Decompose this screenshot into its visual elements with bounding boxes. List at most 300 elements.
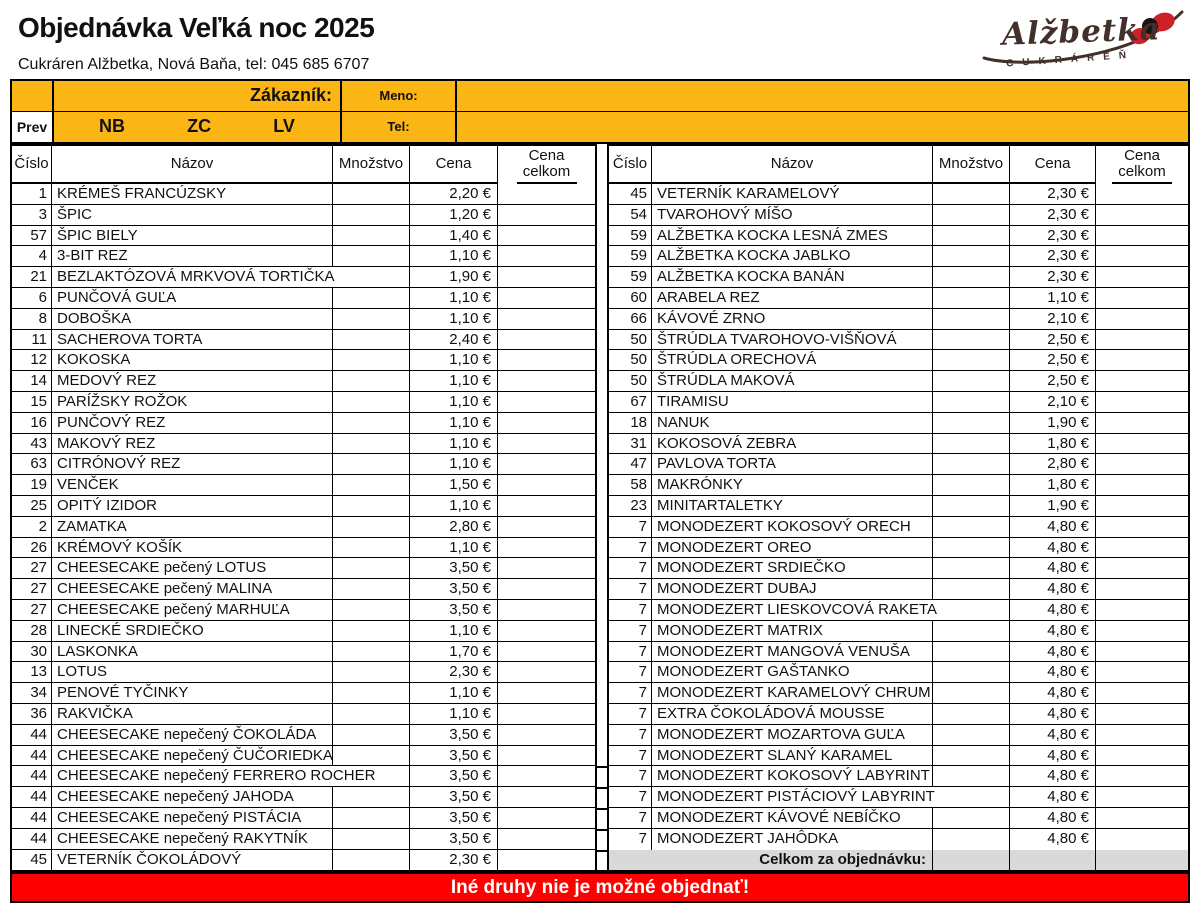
quantity-cell[interactable] [933, 350, 1010, 371]
product-name: ARABELA REZ [652, 288, 933, 309]
col-header-number: Číslo [609, 146, 652, 184]
row-total-cell[interactable] [1096, 371, 1188, 392]
quantity-cell[interactable] [333, 642, 410, 663]
table-row [12, 558, 595, 579]
product-number: 15 [12, 392, 52, 413]
product-name: MONODEZERT KÁVOVÉ NEBÍČKO [652, 808, 933, 829]
price-cell: 1,90 € [410, 267, 498, 288]
product-name: MONODEZERT MOZARTOVA GUĽA [652, 725, 933, 746]
table-gap [597, 144, 607, 872]
quantity-cell[interactable] [933, 538, 1010, 559]
price-cell: 1,10 € [410, 413, 498, 434]
table-row [12, 829, 595, 850]
row-total-cell[interactable] [498, 850, 595, 871]
product-number: 27 [12, 600, 52, 621]
row-total-cell[interactable] [1096, 683, 1188, 704]
row-total-cell[interactable] [498, 558, 595, 579]
table-row [12, 746, 595, 767]
row-total-cell[interactable] [498, 205, 595, 226]
price-cell: 4,80 € [1010, 683, 1096, 704]
quantity-cell[interactable] [933, 787, 1010, 808]
table-row [609, 246, 1188, 267]
quantity-cell[interactable] [333, 413, 410, 434]
row-total-cell[interactable] [498, 787, 595, 808]
product-number: 7 [609, 600, 652, 621]
row-total-cell[interactable] [1096, 413, 1188, 434]
customer-label: Zákazník: [54, 81, 342, 112]
product-name: LASKONKA [52, 642, 333, 663]
row-total-cell[interactable] [1096, 808, 1188, 829]
gap-divider-line [597, 808, 607, 810]
row-total-cell[interactable] [498, 725, 595, 746]
table-row [12, 766, 595, 787]
quantity-cell[interactable] [933, 746, 1010, 767]
row-total-cell[interactable] [498, 475, 595, 496]
row-total-cell[interactable] [1096, 392, 1188, 413]
quantity-cell[interactable] [933, 205, 1010, 226]
product-name: ZAMATKA [52, 517, 333, 538]
product-name: MONODEZERT MANGOVÁ VENUŠA [652, 642, 933, 663]
row-total-cell[interactable] [1096, 205, 1188, 226]
product-number: 43 [12, 434, 52, 455]
row-total-cell[interactable] [498, 683, 595, 704]
product-name: CHEESECAKE pečený LOTUS [52, 558, 333, 579]
table-row [12, 787, 595, 808]
row-total-cell[interactable] [1096, 226, 1188, 247]
product-number: 7 [609, 621, 652, 642]
product-name: MONODEZERT SRDIEČKO [652, 558, 933, 579]
row-total-cell[interactable] [498, 226, 595, 247]
price-cell: 2,40 € [410, 330, 498, 351]
table-row [12, 579, 595, 600]
product-name: CITRÓNOVÝ REZ [52, 454, 333, 475]
row-total-cell[interactable] [498, 309, 595, 330]
product-name: PARÍŽSKY ROŽOK [52, 392, 333, 413]
row-total-cell[interactable] [498, 246, 595, 267]
quantity-cell[interactable] [933, 517, 1010, 538]
quantity-cell[interactable] [933, 725, 1010, 746]
price-cell: 2,30 € [1010, 205, 1096, 226]
row-total-cell[interactable] [1096, 538, 1188, 559]
product-number: 28 [12, 621, 52, 642]
price-cell: 1,10 € [410, 392, 498, 413]
row-total-cell[interactable] [498, 184, 595, 205]
quantity-cell[interactable] [333, 267, 410, 288]
quantity-cell[interactable] [333, 392, 410, 413]
row-total-cell[interactable] [498, 496, 595, 517]
row-total-cell[interactable] [498, 600, 595, 621]
product-name: CHEESECAKE nepečený ČOKOLÁDA [52, 725, 333, 746]
product-number: 18 [609, 413, 652, 434]
product-number: 7 [609, 766, 652, 787]
table-row [12, 371, 595, 392]
row-total-cell[interactable] [498, 517, 595, 538]
price-cell: 3,50 € [410, 600, 498, 621]
quantity-cell[interactable] [933, 683, 1010, 704]
product-name: EXTRA ČOKOLÁDOVÁ MOUSSE [652, 704, 933, 725]
price-cell: 1,10 € [410, 704, 498, 725]
table-row [12, 330, 595, 351]
row-total-cell[interactable] [498, 371, 595, 392]
product-name: OPITÝ IZIDOR [52, 496, 333, 517]
table-row [609, 350, 1188, 371]
product-name: MONODEZERT LIESKOVCOVÁ RAKETA [652, 600, 933, 621]
product-number: 7 [609, 725, 652, 746]
quantity-cell[interactable] [933, 246, 1010, 267]
price-cell: 1,10 € [410, 371, 498, 392]
product-name: ŠPIC BIELY [52, 226, 333, 247]
price-cell: 1,80 € [1010, 475, 1096, 496]
product-number: 57 [12, 226, 52, 247]
product-number: 7 [609, 787, 652, 808]
price-cell: 3,50 € [410, 579, 498, 600]
row-total-cell[interactable] [1096, 350, 1188, 371]
row-total-cell[interactable] [498, 392, 595, 413]
row-total-cell[interactable] [498, 642, 595, 663]
quantity-cell[interactable] [333, 350, 410, 371]
price-cell: 4,80 € [1010, 558, 1096, 579]
product-name: MONODEZERT OREO [652, 538, 933, 559]
product-number: 12 [12, 350, 52, 371]
quantity-cell[interactable] [333, 579, 410, 600]
row-total-cell[interactable] [1096, 517, 1188, 538]
row-total-cell[interactable] [498, 288, 595, 309]
product-number: 7 [609, 662, 652, 683]
product-number: 21 [12, 267, 52, 288]
table-row [12, 517, 595, 538]
quantity-cell[interactable] [933, 600, 1010, 621]
table-row [12, 413, 595, 434]
product-number: 44 [12, 808, 52, 829]
quantity-cell[interactable] [333, 309, 410, 330]
row-total-cell[interactable] [1096, 475, 1188, 496]
quantity-cell[interactable] [333, 288, 410, 309]
quantity-cell[interactable] [933, 267, 1010, 288]
product-number: 13 [12, 662, 52, 683]
table-row [609, 829, 1188, 850]
row-total-cell[interactable] [1096, 267, 1188, 288]
brand-logo [980, 2, 1185, 74]
gap-divider-line [597, 829, 607, 831]
quantity-cell[interactable] [933, 434, 1010, 455]
product-number: 1 [12, 184, 52, 205]
row-total-cell[interactable] [1096, 725, 1188, 746]
quantity-cell[interactable] [933, 371, 1010, 392]
quantity-cell[interactable] [333, 829, 410, 850]
table-row [12, 621, 595, 642]
quantity-cell[interactable] [933, 413, 1010, 434]
price-cell: 2,30 € [1010, 246, 1096, 267]
table-row [12, 226, 595, 247]
table-row [12, 475, 595, 496]
price-cell: 4,80 € [1010, 600, 1096, 621]
table-row [609, 683, 1188, 704]
order-total-label: Celkom za objednávku: [609, 850, 933, 871]
product-number: 16 [12, 413, 52, 434]
phone-label: Tel: [342, 112, 457, 143]
quantity-cell[interactable] [333, 808, 410, 829]
product-name: KÁVOVÉ ZRNO [652, 309, 933, 330]
row-total-cell[interactable] [498, 454, 595, 475]
quantity-cell[interactable] [333, 496, 410, 517]
product-name: CHEESECAKE pečený MARHUĽA [52, 600, 333, 621]
row-total-cell[interactable] [1096, 288, 1188, 309]
row-total-cell[interactable] [498, 434, 595, 455]
price-cell: 4,80 € [1010, 725, 1096, 746]
table-row [12, 642, 595, 663]
quantity-cell[interactable] [333, 725, 410, 746]
quantity-cell[interactable] [333, 787, 410, 808]
table-row [12, 267, 595, 288]
table-row [609, 766, 1188, 787]
table-row [609, 517, 1188, 538]
row-total-cell[interactable] [498, 267, 595, 288]
order-total-sum-cell[interactable] [1096, 850, 1188, 871]
price-cell: 4,80 € [1010, 621, 1096, 642]
row-total-cell[interactable] [498, 579, 595, 600]
product-number: 54 [609, 205, 652, 226]
quantity-cell[interactable] [333, 226, 410, 247]
quantity-cell[interactable] [933, 829, 1010, 850]
product-name: VETERNÍK ČOKOLÁDOVÝ [52, 850, 333, 871]
customer-banner [10, 79, 1190, 144]
table-row [609, 725, 1188, 746]
quantity-cell[interactable] [333, 517, 410, 538]
price-cell: 3,50 € [410, 746, 498, 767]
row-total-cell[interactable] [1096, 829, 1188, 850]
quantity-cell[interactable] [933, 642, 1010, 663]
product-name: CHEESECAKE pečený MALINA [52, 579, 333, 600]
product-number: 59 [609, 246, 652, 267]
quantity-cell[interactable] [933, 621, 1010, 642]
product-name: CHEESECAKE nepečený PISTÁCIA [52, 808, 333, 829]
quantity-cell[interactable] [933, 579, 1010, 600]
product-number: 7 [609, 704, 652, 725]
quantity-cell[interactable] [933, 704, 1010, 725]
quantity-cell[interactable] [333, 184, 410, 205]
row-total-cell[interactable] [1096, 309, 1188, 330]
row-total-cell[interactable] [1096, 579, 1188, 600]
price-cell: 1,10 € [410, 538, 498, 559]
price-cell: 4,80 € [1010, 829, 1096, 850]
price-cell: 4,80 € [1010, 538, 1096, 559]
table-row [609, 434, 1188, 455]
row-total-cell[interactable] [1096, 454, 1188, 475]
price-cell: 1,80 € [1010, 434, 1096, 455]
quantity-cell[interactable] [933, 662, 1010, 683]
row-total-cell[interactable] [498, 350, 595, 371]
quantity-cell[interactable] [333, 704, 410, 725]
row-total-cell[interactable] [498, 766, 595, 787]
product-name: KOKOSOVÁ ZEBRA [652, 434, 933, 455]
row-total-cell[interactable] [1096, 642, 1188, 663]
row-total-cell[interactable] [1096, 496, 1188, 517]
quantity-cell[interactable] [933, 766, 1010, 787]
table-row [609, 205, 1188, 226]
price-cell: 1,10 € [410, 434, 498, 455]
product-name: PENOVÉ TYČINKY [52, 683, 333, 704]
quantity-cell[interactable] [933, 475, 1010, 496]
quantity-cell[interactable] [933, 309, 1010, 330]
col-header-quantity: Množstvo [933, 146, 1010, 184]
quantity-cell[interactable] [333, 558, 410, 579]
row-total-cell[interactable] [498, 413, 595, 434]
col-header-name: Názov [52, 146, 333, 184]
product-name: TVAROHOVÝ MÍŠO [652, 205, 933, 226]
table-row [609, 600, 1188, 621]
price-cell: 2,30 € [1010, 226, 1096, 247]
price-cell: 2,80 € [410, 517, 498, 538]
row-total-cell[interactable] [498, 704, 595, 725]
quantity-cell[interactable] [333, 683, 410, 704]
table-row [12, 808, 595, 829]
product-name: SACHEROVA TORTA [52, 330, 333, 351]
quantity-cell[interactable] [333, 662, 410, 683]
product-number: 19 [12, 475, 52, 496]
product-number: 45 [609, 184, 652, 205]
quantity-cell[interactable] [933, 496, 1010, 517]
quantity-cell[interactable] [333, 850, 410, 871]
quantity-cell[interactable] [933, 184, 1010, 205]
table-row [12, 662, 595, 683]
product-name: ŠTRÚDLA ORECHOVÁ [652, 350, 933, 371]
product-number: 7 [609, 683, 652, 704]
product-name: KRÉMEŠ FRANCÚZSKY [52, 184, 333, 205]
gap-divider-line [597, 766, 607, 768]
product-number: 44 [12, 725, 52, 746]
product-number: 23 [609, 496, 652, 517]
row-total-cell[interactable] [498, 662, 595, 683]
product-name: CHEESECAKE nepečený JAHODA [52, 787, 333, 808]
price-cell: 1,90 € [1010, 496, 1096, 517]
product-number: 45 [12, 850, 52, 871]
quantity-cell[interactable] [933, 808, 1010, 829]
quantity-cell[interactable] [333, 246, 410, 267]
product-number: 34 [12, 683, 52, 704]
quantity-cell[interactable] [333, 475, 410, 496]
row-total-cell[interactable] [1096, 662, 1188, 683]
row-total-cell[interactable] [1096, 621, 1188, 642]
row-total-cell[interactable] [1096, 746, 1188, 767]
row-total-cell[interactable] [498, 330, 595, 351]
row-total-cell[interactable] [1096, 766, 1188, 787]
product-name: CHEESECAKE nepečený ČUČORIEDKA [52, 746, 333, 767]
row-total-cell[interactable] [498, 538, 595, 559]
product-name: KOKOSKA [52, 350, 333, 371]
price-cell: 1,50 € [410, 475, 498, 496]
quantity-cell[interactable] [933, 330, 1010, 351]
price-cell: 4,80 € [1010, 787, 1096, 808]
product-name: MAKRÓNKY [652, 475, 933, 496]
price-cell: 1,10 € [410, 288, 498, 309]
quantity-cell[interactable] [333, 454, 410, 475]
product-number: 7 [609, 829, 652, 850]
product-name: MONODEZERT PISTÁCIOVÝ LABYRINT [652, 787, 933, 808]
price-cell: 2,50 € [1010, 350, 1096, 371]
product-name: MINITARTALETKY [652, 496, 933, 517]
row-total-cell[interactable] [1096, 184, 1188, 205]
row-total-cell[interactable] [1096, 558, 1188, 579]
product-name: TIRAMISU [652, 392, 933, 413]
price-cell: 1,10 € [410, 683, 498, 704]
row-total-cell[interactable] [1096, 246, 1188, 267]
quantity-cell[interactable] [933, 226, 1010, 247]
product-number: 44 [12, 766, 52, 787]
quantity-cell[interactable] [933, 454, 1010, 475]
price-cell: 4,80 € [1010, 808, 1096, 829]
product-name: RAKVIČKA [52, 704, 333, 725]
quantity-cell[interactable] [333, 205, 410, 226]
row-total-cell[interactable] [498, 829, 595, 850]
product-name: VENČEK [52, 475, 333, 496]
branch-prefix-label: Prev [12, 112, 54, 143]
branch-option[interactable]: NB [99, 116, 126, 137]
quantity-cell[interactable] [933, 392, 1010, 413]
row-total-cell[interactable] [1096, 434, 1188, 455]
price-cell: 2,10 € [1010, 392, 1096, 413]
quantity-cell[interactable] [933, 288, 1010, 309]
product-name: MONODEZERT KOKOSOVÝ LABYRINT [652, 766, 933, 787]
quantity-cell[interactable] [333, 621, 410, 642]
table-row [12, 725, 595, 746]
table-row [609, 808, 1188, 829]
quantity-cell[interactable] [333, 746, 410, 767]
col-header-number: Číslo [12, 146, 52, 184]
quantity-cell[interactable] [333, 371, 410, 392]
product-name: LOTUS [52, 662, 333, 683]
price-cell: 4,80 € [1010, 662, 1096, 683]
product-name: PUNČOVÝ REZ [52, 413, 333, 434]
row-total-cell[interactable] [1096, 600, 1188, 621]
product-name: MONODEZERT JAHÔDKA [652, 829, 933, 850]
product-name: ALŽBETKA KOCKA LESNÁ ZMES [652, 226, 933, 247]
col-header-quantity: Množstvo [333, 146, 410, 184]
row-total-cell[interactable] [498, 621, 595, 642]
left-product-table [10, 144, 597, 872]
quantity-cell[interactable] [933, 558, 1010, 579]
quantity-cell[interactable] [333, 330, 410, 351]
price-cell: 2,10 € [1010, 309, 1096, 330]
table-row [12, 850, 595, 871]
price-cell: 1,10 € [1010, 288, 1096, 309]
table-row [609, 267, 1188, 288]
branch-option[interactable]: ZC [187, 116, 212, 137]
col-header-total: Cena celkom [517, 146, 577, 184]
product-name: CHEESECAKE nepečený FERRERO ROCHER [52, 766, 333, 787]
table-row [609, 496, 1188, 517]
name-input-cell[interactable] [457, 81, 1188, 112]
product-number: 7 [609, 517, 652, 538]
quantity-cell[interactable] [333, 434, 410, 455]
table-row [12, 350, 595, 371]
price-cell: 1,10 € [410, 454, 498, 475]
row-total-cell[interactable] [1096, 704, 1188, 725]
branch-option[interactable]: LV [273, 116, 295, 137]
quantity-cell[interactable] [333, 600, 410, 621]
row-total-cell[interactable] [498, 808, 595, 829]
price-cell: 2,50 € [1010, 371, 1096, 392]
row-total-cell[interactable] [498, 746, 595, 767]
table-row [609, 558, 1188, 579]
row-total-cell[interactable] [1096, 330, 1188, 351]
table-row [609, 184, 1188, 205]
product-name: KRÉMOVÝ KOŠÍK [52, 538, 333, 559]
quantity-cell[interactable] [333, 538, 410, 559]
phone-input-cell[interactable] [457, 112, 1188, 143]
row-total-cell[interactable] [1096, 787, 1188, 808]
product-name: PAVLOVA TORTA [652, 454, 933, 475]
product-number: 50 [609, 371, 652, 392]
